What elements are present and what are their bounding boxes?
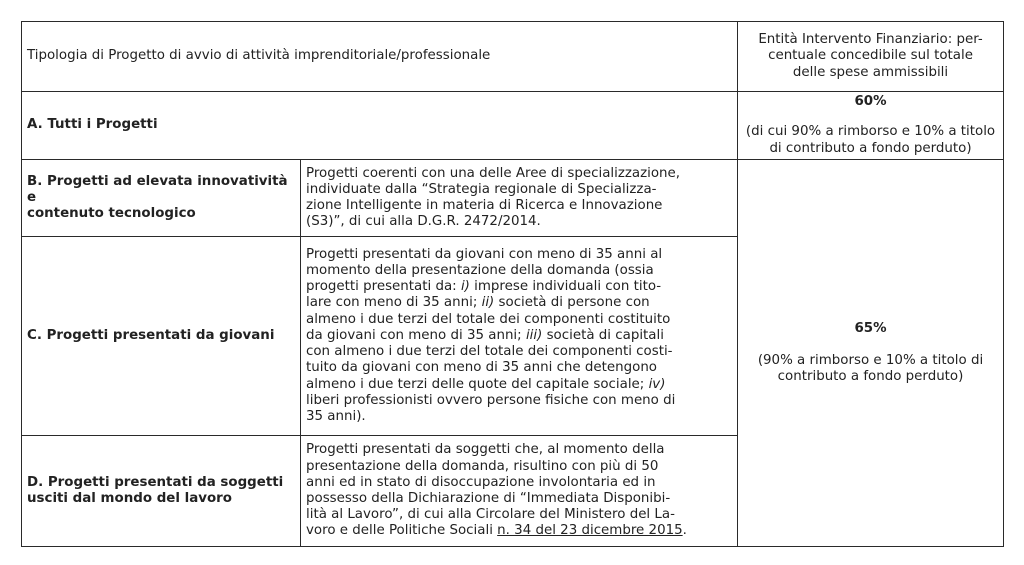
row-c-desc-line-8: tuito da giovani con meno di 35 anni che detengono bbox=[306, 360, 658, 376]
row-a-note-line-2: di contributo a fondo perduto) bbox=[769, 140, 972, 156]
row-c-desc-line-9-italic: iv) bbox=[648, 376, 666, 392]
row-c-desc-line-4b: società di persone con bbox=[494, 295, 650, 311]
row-d-desc-line-6a: voro e delle Politiche Sociali bbox=[306, 523, 498, 539]
row-d-label-line-2: usciti dal mondo del lavoro bbox=[27, 491, 232, 506]
row-c-desc-line-3-italic: i) bbox=[460, 279, 470, 295]
rows-bcd-note-line-2: contributo a fondo perduto) bbox=[777, 369, 964, 385]
row-c-desc-line-6b: società di capitali bbox=[542, 327, 664, 343]
row-c-desc-line-3a: progetti presentati da: bbox=[306, 279, 461, 295]
row-b-desc-line-2: individuate dalla “Strategia regionale di Specializza- bbox=[306, 181, 657, 197]
row-d-label bbox=[22, 436, 301, 547]
header-project-type bbox=[22, 22, 738, 92]
row-c-desc-line-4-italic: ii) bbox=[481, 295, 495, 311]
rows-bcd-percent: 65% bbox=[854, 320, 887, 336]
row-a-percent: 60% bbox=[854, 94, 887, 110]
row-c-desc-line-1: Progetti presentati da giovani con meno di 35 anni al bbox=[306, 246, 663, 262]
row-b-desc-line-3: zione Intelligente in materia di Ricerca e Innovazione bbox=[306, 198, 663, 213]
table-header-row bbox=[22, 22, 1004, 92]
row-c-desc-line-10: liberi professionisti ovvero persone fisiche con meno di bbox=[306, 392, 676, 408]
table-row-b bbox=[22, 160, 1004, 237]
row-c-desc-line-5: almeno i due terzi del totale dei componenti costituito bbox=[306, 311, 671, 327]
row-a-note-line-1: (di cui 90% a rimborso e 10% a titolo bbox=[745, 124, 996, 140]
header-funding-line-1: Entità Intervento Finanziario: per- bbox=[758, 32, 983, 48]
row-d-desc-line-3: anni ed in stato di disoccupazione involontaria ed in bbox=[306, 474, 656, 490]
funding-table bbox=[21, 21, 1004, 547]
row-d-description bbox=[301, 436, 738, 547]
rows-bcd-note-line-1: (90% a rimborso e 10% a titolo di bbox=[757, 352, 984, 368]
row-b-description bbox=[301, 160, 738, 237]
row-a-label-text: A. Tutti i Progetti bbox=[27, 117, 158, 133]
row-a-label bbox=[22, 92, 738, 160]
row-b-desc-line-4: (S3)”, di cui alla D.G.R. 2472/2014. bbox=[306, 214, 541, 230]
row-c-desc-line-4a: lare con meno di 35 anni; bbox=[306, 295, 482, 311]
row-c-description bbox=[301, 237, 738, 436]
row-b-desc-line-1: Progetti coerenti con una delle Aree di specializzazione, bbox=[306, 165, 681, 181]
header-project-type-text: Tipologia di Progetto di avvio di attività imprenditoriale/professionale bbox=[27, 48, 491, 64]
row-c-label bbox=[22, 237, 301, 436]
row-c-desc-line-9a: almeno i due terzi delle quote del capitale sociale; bbox=[306, 376, 649, 392]
row-d-desc-line-6b: . bbox=[682, 523, 687, 539]
row-c-desc-line-6a: da giovani con meno di 35 anni; bbox=[306, 327, 526, 343]
table-row-a bbox=[22, 92, 1004, 160]
row-d-desc-line-5: lità al Lavoro”, di cui alla Circolare del Ministero del La- bbox=[306, 507, 675, 523]
row-b-label-line-1: B. Progetti ad elevata innovatività e bbox=[27, 173, 288, 205]
row-c-desc-line-2: momento della presentazione della domanda (ossia bbox=[306, 263, 654, 279]
row-c-desc-line-3b: imprese individuali con tito- bbox=[469, 279, 662, 295]
row-c-desc-line-11: 35 anni). bbox=[306, 408, 366, 424]
row-c-desc-line-6-italic: iii) bbox=[525, 327, 543, 343]
rows-bcd-funding bbox=[738, 160, 1004, 547]
header-funding-percentage bbox=[738, 22, 1004, 92]
row-a-funding bbox=[738, 92, 1004, 160]
header-funding-line-2: centuale concedibile sul totale bbox=[768, 48, 973, 64]
row-d-desc-line-2: presentazione della domanda, risultino con più di 50 bbox=[306, 458, 659, 474]
row-c-label-text: C. Progetti presentati da giovani bbox=[27, 327, 275, 343]
row-d-desc-line-1: Progetti presentati da soggetti che, al momento della bbox=[306, 442, 665, 458]
row-b-label-line-2: contenuto tecnologico bbox=[27, 206, 196, 222]
row-d-desc-line-4: possesso della Dichiarazione di “Immediata Disponibi- bbox=[306, 491, 671, 506]
circolare-reference-link[interactable]: n. 34 del 23 dicembre 2015 bbox=[497, 523, 683, 539]
row-d-label-line-1: D. Progetti presentati da soggetti bbox=[27, 474, 284, 490]
row-c-desc-line-7: con almeno i due terzi del totale dei componenti costi- bbox=[306, 344, 673, 360]
header-funding-line-3: delle spese ammissibili bbox=[792, 64, 949, 80]
row-b-label bbox=[22, 160, 301, 237]
